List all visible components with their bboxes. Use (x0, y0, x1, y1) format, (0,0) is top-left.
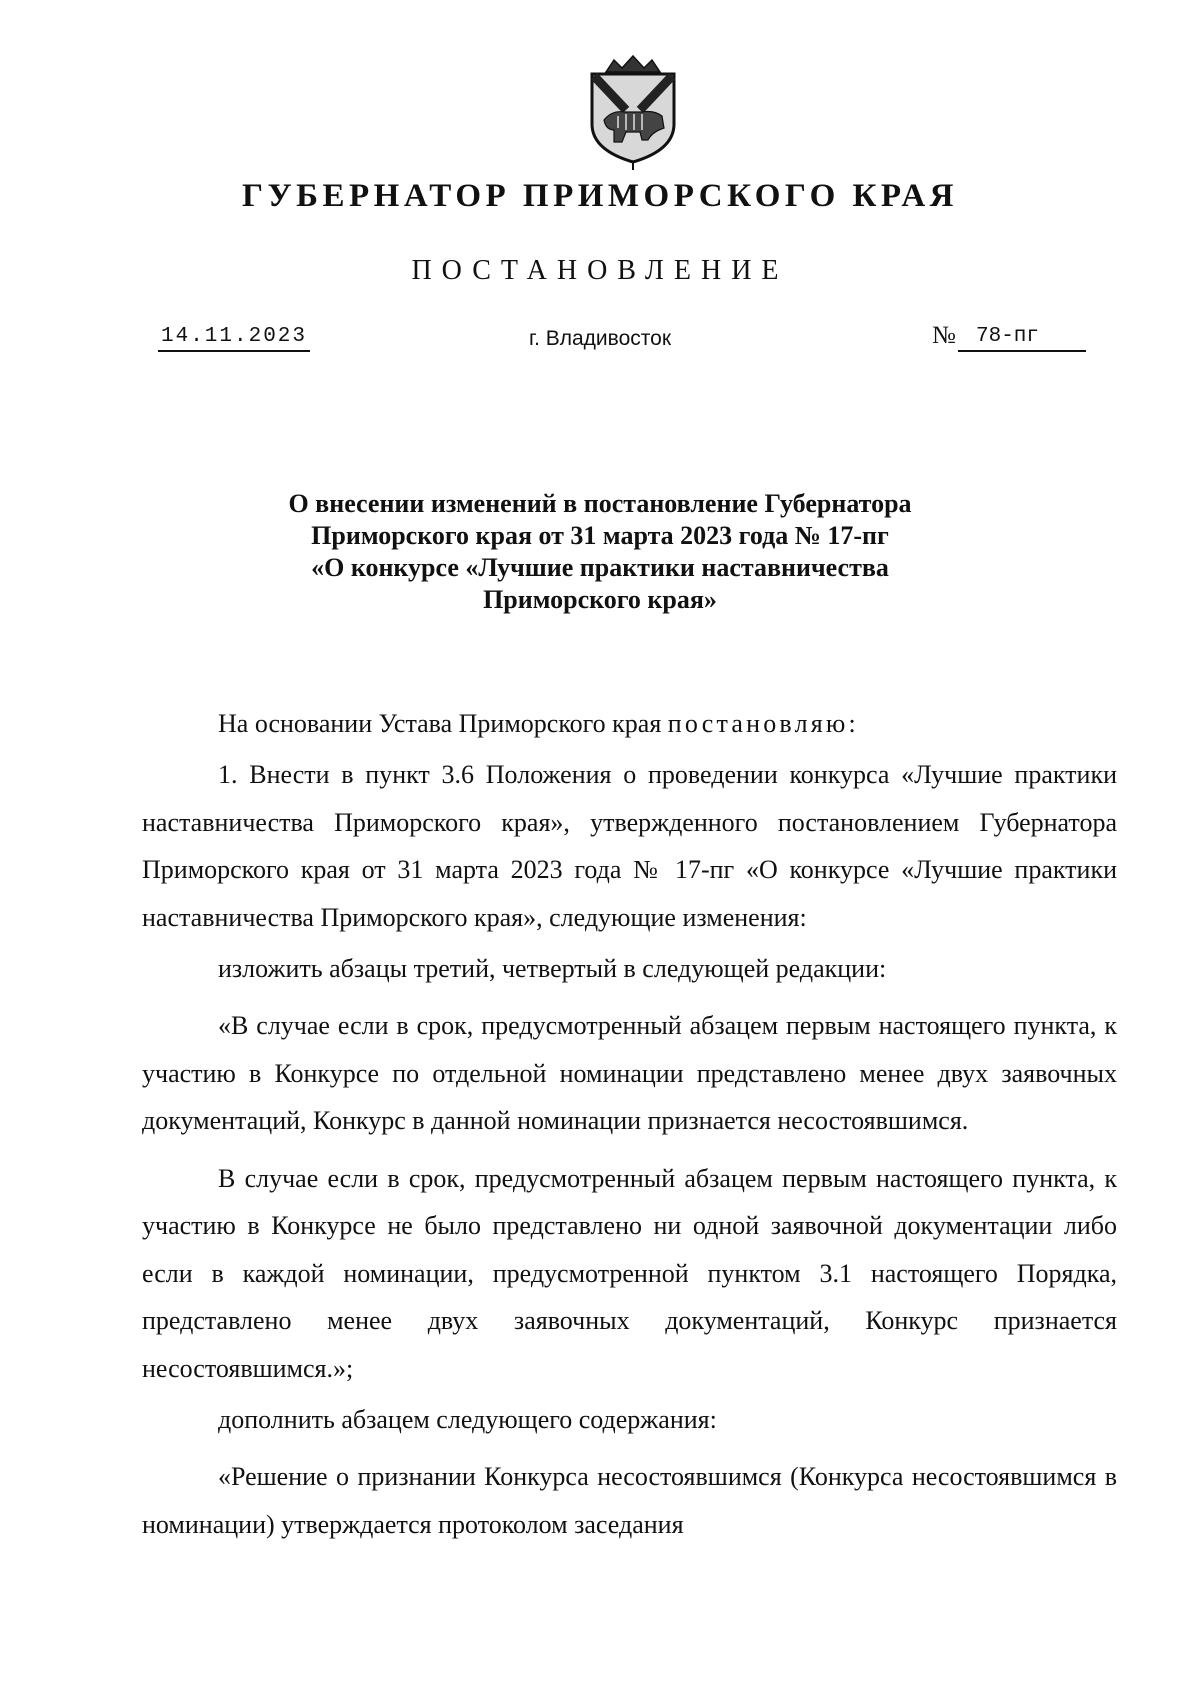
intro-paragraph (142, 700, 1117, 748)
document-body (142, 700, 1117, 1552)
number-sign: № (932, 322, 956, 349)
paragraph: дополнить абзацем следующего содержания: (218, 1404, 717, 1434)
coat-of-arms-emblem (578, 54, 688, 170)
paragraph: изложить абзацы третий, четвертый в следующей редакции: (218, 953, 887, 983)
paragraph: «Решение о признании Конкурса несостоявшимся (Конкурса несостоявшимся в номинации) утверждается протоколом заседания (142, 1462, 1117, 1539)
paragraph: В случае если в срок, предусмотренный абзацем первым настоящего пункта, к участию в Конкурсе не было представлено ни одной заявочной документации либо если в каждой номинации, предусмотренной пунктом 3.1 настоящего Порядка, представлено менее двух заявочных документаций, Конкурс признается несостоявшимся.»; (142, 1163, 1117, 1383)
issuer-title: ГУБЕРНАТОР ПРИМОРСКОГО КРАЯ (241, 178, 959, 214)
title-line: «О конкурсе «Лучшие практики наставничества (311, 553, 889, 582)
paragraph: «В случае если в срок, предусмотренный абзацем первым настоящего пункта, к участию в Конкурсе по отдельной номинации представлено менее двух заявочных документаций, Конкурс в данной номинации признается несостоявшимся. (142, 1011, 1117, 1135)
title-line: Приморского края» (483, 585, 717, 614)
document-title (200, 488, 1000, 616)
document-number: 78-пг (958, 325, 1086, 352)
title-line: О внесении изменений в постановление Губернатора (288, 489, 912, 518)
document-city: г. Владивосток (528, 327, 672, 350)
document-type: ПОСТАНОВЛЕНИЕ (411, 255, 789, 286)
intro-colon: : (848, 709, 856, 738)
title-line: Приморского края от 31 марта 2023 года № 17-пг (311, 521, 889, 550)
decree-word: постановляю (667, 709, 849, 738)
document-date: 14.11.2023 (158, 325, 310, 352)
paragraph: 1. Внести в пункт 3.6 Положения о проведении конкурса «Лучшие практики наставничества Приморского края», утвержденного постановлением Губернатора Приморского края от 31 марта 2023 года № 17-пг «О конкурсе «Лучшие практики наставничества Приморского края», следующие изменения: (142, 760, 1117, 932)
intro-text: На основании Устава Приморского края (218, 709, 668, 738)
